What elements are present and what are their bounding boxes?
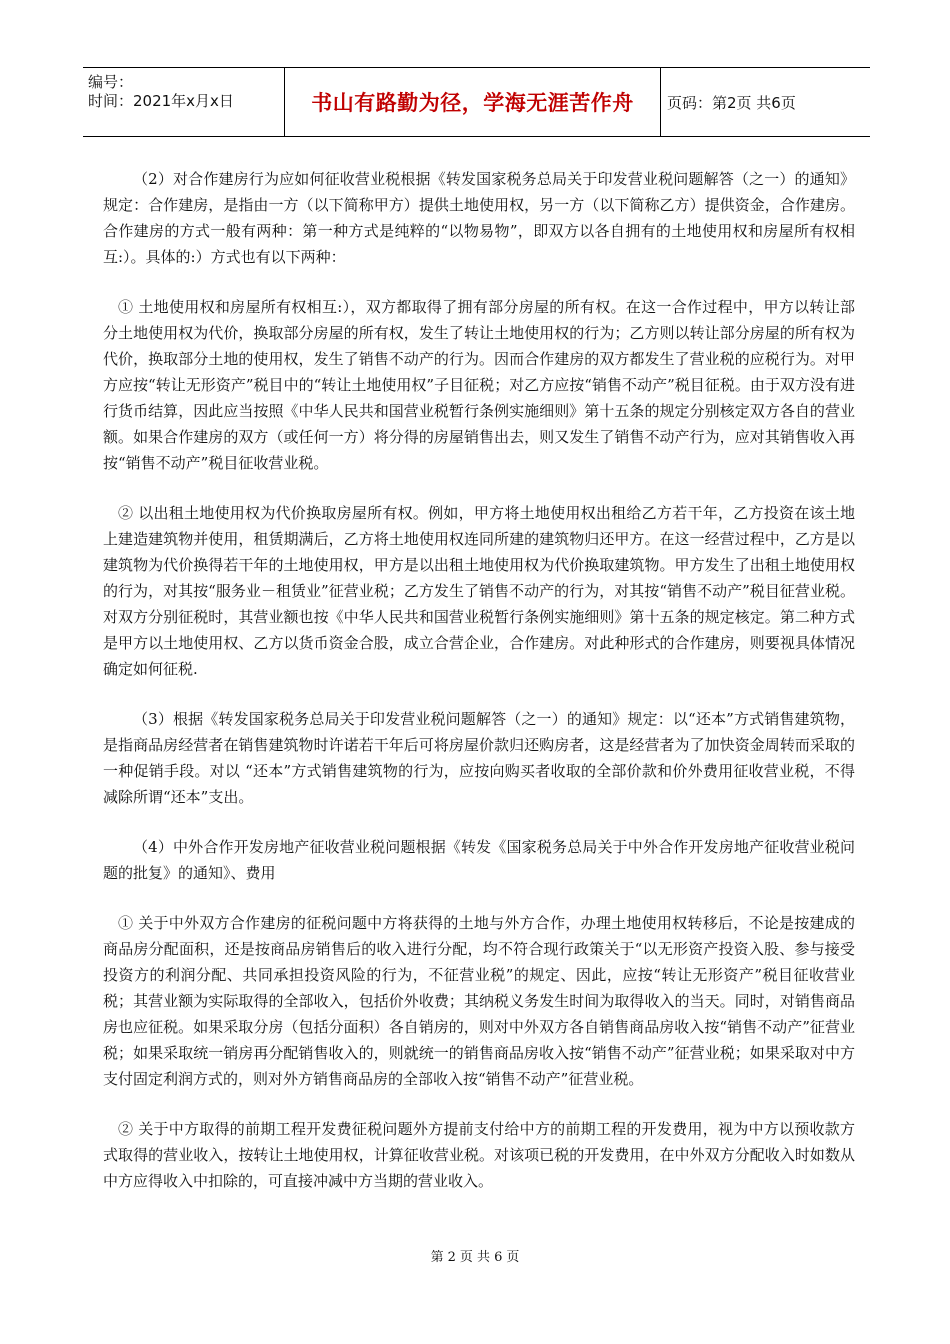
serial-number-label: 编号：: [88, 73, 134, 91]
paragraph-lease-for-ownership: ② 以出租土地使用权为代价换取房屋所有权。例如，甲方将土地使用权出租给乙方若干年，乙方投资在该土地上建造建筑物并使用，租赁期满后，乙方将土地使用权连同所建的建筑物归还甲方。在这一经营过程中，乙方是以建筑物为代价换得若干年的土地使用权，甲方是以出租土地使用权为代价换取建筑物。甲方发生了出租土地使用权的行为，对其按“服务业－租赁业”征营业税；乙方发生了销售不动产的行为，对其按“销售不动产”税目征营业税。对双方分别征税时，其营业额也按《中华人民共和国营业税暂行条例实施细则》第十五条的规定核定。第二种方式是甲方以土地使用权、乙方以货币资金合股，成立合营企业，合作建房。对此种形式的合作建房，则要视具体情况确定如何征税.: [103, 504, 855, 678]
paragraph-repayment-sales: （3）根据《转发国家税务总局关于印发营业税问题解答（之一）的通知》规定：以“还本”方式销售建筑物，是指商品房经营者在销售建筑物时许诺若干年后可将房屋价款归还购房者，这是经营者为了加快资金周转而采取的一种促销手段。对以 “还本”方式销售建筑物的行为，应按向购买者收取的全部价款和价外费用征收营业税，不得减除所谓“还本”支出。: [103, 710, 855, 806]
paragraph-preliminary-costs: ② 关于中方取得的前期工程开发费征税问题外方提前支付给中方的前期工程的开发费用，视为中方以预收款方式取得的营业收入，按转让土地使用权，计算征收营业税。对该项已税的开发费用，在中外双方分配收入时如数从中方应得收入中扣除的，可直接冲减中方当期的营业收入。: [103, 1120, 855, 1190]
header-meta: [83, 68, 285, 136]
footer-prefix: 第: [430, 1250, 444, 1265]
paragraph-exchange-rights: ① 土地使用权和房屋所有权相互:），双方都取得了拥有部分房屋的所有权。在这一合作过程中，甲方以转让部分土地使用权为代价，换取部分房屋的所有权，发生了转让土地使用权的行为；乙方则以转让部分房屋的所有权为代价，换取部分土地的使用权，发生了销售不动产的行为。因而合作建房的双方都发生了营业税的应税行为。对甲方应按“转让无形资产”税目中的“转让土地使用权”子目征税；对乙方应按“销售不动产”税目征税。由于双方没有进行货币结算，因此应当按照《中华人民共和国营业税暂行条例实施细则》第十五条的规定分别核定双方各自的营业额。如果合作建房的双方（或任何一方）将分得的房屋销售出去，则又发生了销售不动产行为，应对其销售收入再按“销售不动产”税目征收营业税。: [103, 298, 855, 472]
footer-suffix: 页: [506, 1250, 520, 1265]
paragraph-cooperative-housing: （2）对合作建房行为应如何征收营业税根据《转发国家税务总局关于印发营业税问题解答（之一）的通知》规定：合作建房，是指由一方（以下简称甲方）提供土地使用权，另一方（以下简称乙方）提供资金，合作建房。合作建房的方式一般有两种：第一种方式是纯粹的“以物易物”，即双方以各自拥有的土地使用权和房屋所有权相互:）。具体的:）方式也有以下两种：: [103, 170, 855, 266]
header-page-number: 页码：第2页 共6页: [667, 93, 796, 112]
date-label: 时间：2021年x月x日: [88, 92, 234, 110]
page-footer: [0, 1246, 950, 1265]
footer-middle: 页 共: [459, 1250, 491, 1265]
document-body: [103, 166, 855, 1218]
page-header: [83, 67, 870, 137]
footer-current-page: 2: [447, 1250, 456, 1265]
paragraph-sino-foreign-heading: （4）中外合作开发房地产征收营业税问题根据《转发《国家税务总局关于中外合作开发房地产征收营业税问题的批复》的通知》、费用: [103, 838, 855, 882]
paragraph-sino-foreign-taxation: ① 关于中外双方合作建房的征税问题中方将获得的土地与外方合作，办理土地使用权转移后，不论是按建成的商品房分配面积，还是按商品房销售后的收入进行分配，均不符合现行政策关于“以无形资产投资入股、参与接受投资方的利润分配、共同承担投资风险的行为，不征营业税”的规定、因此，应按“转让无形资产”税目征收营业税；其营业额为实际取得的全部收入，包括价外收费；其纳税义务发生时间为取得收入的当天。同时，对销售商品房也应征税。如果采取分房（包括分面积）各自销房的，则对中外双方各自销售商品房收入按“销售不动产”征营业税；如果采取统一销房再分配销售收入的，则就统一的销售商品房收入按“销售不动产”征营业税；如果采取对中方支付固定利润方式的，则对外方销售商品房的全部收入按“销售不动产”征营业税。: [103, 914, 855, 1088]
header-page-cell: [661, 68, 870, 136]
header-motto: 书山有路勤为径，学海无涯苦作舟: [311, 91, 634, 115]
footer-total-pages: 6: [494, 1250, 503, 1265]
header-motto-cell: [285, 68, 661, 136]
